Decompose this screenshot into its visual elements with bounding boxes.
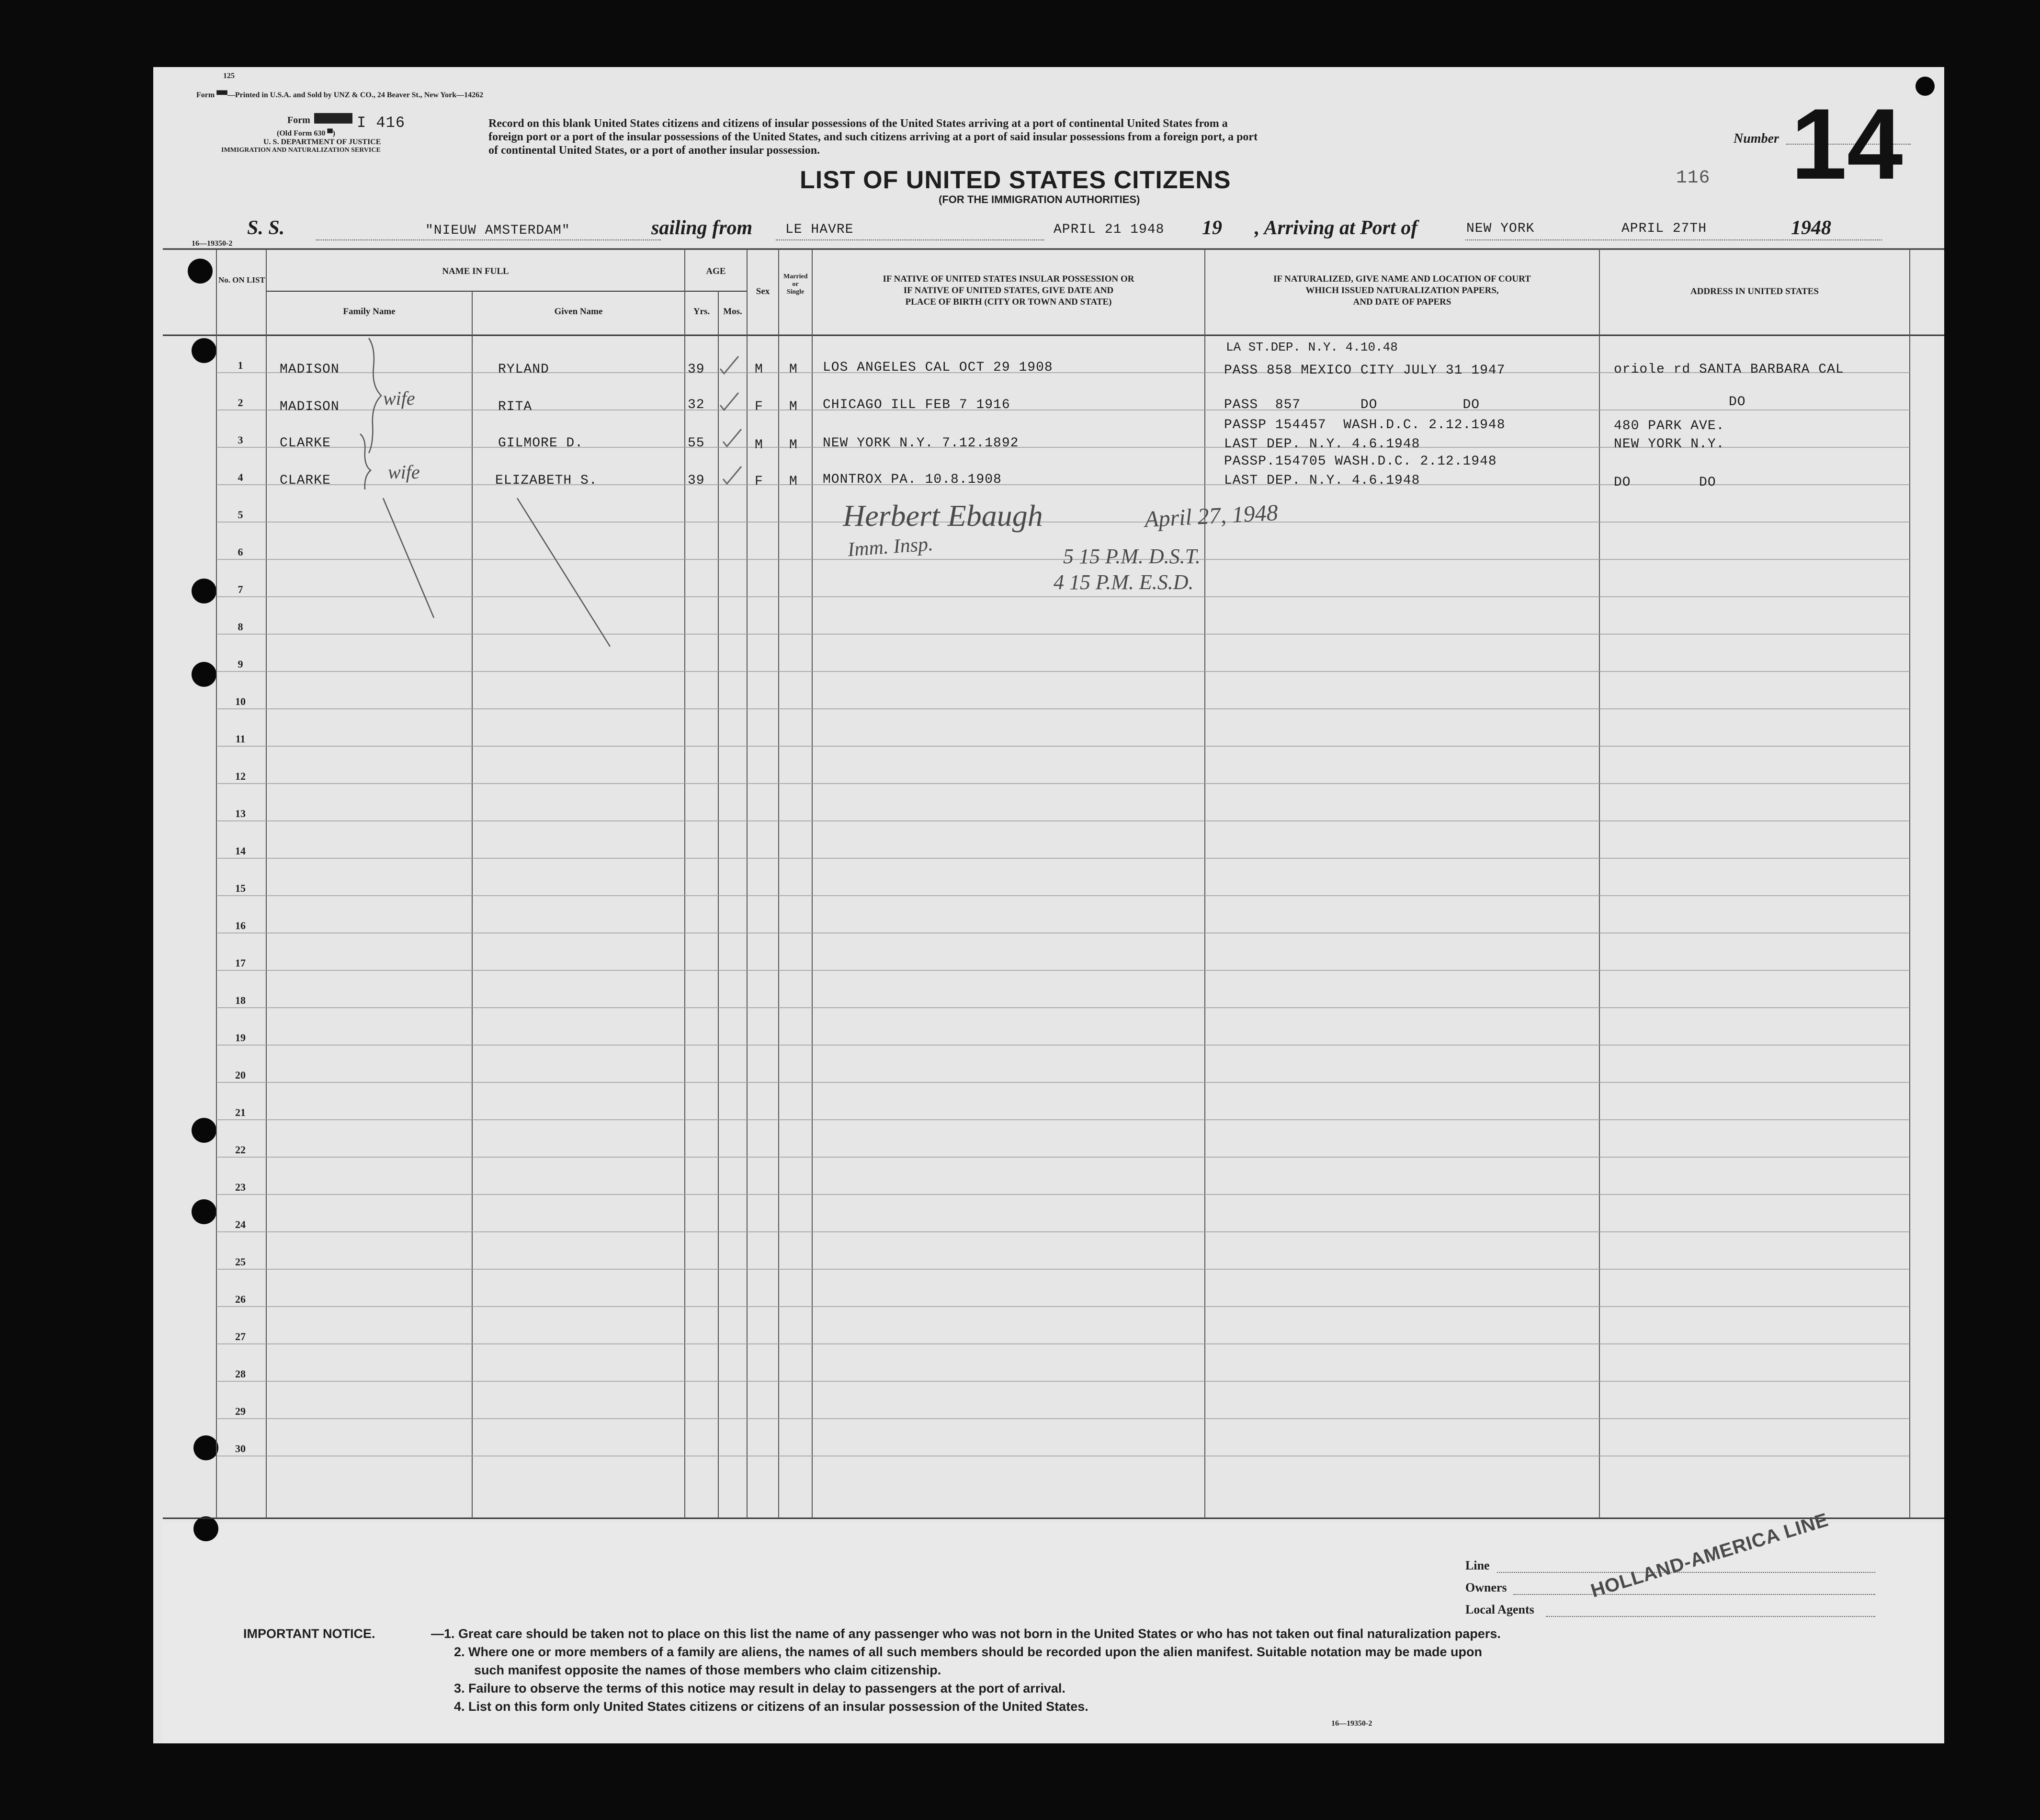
ship-name: "NIEUW AMSTERDAM" — [425, 223, 570, 238]
row-number: 14 — [235, 845, 246, 857]
naturalization-line-2: PASS 858 MEXICO CITY JULY 31 1947 — [1224, 363, 1506, 378]
col-header-given-name: Given Name — [554, 307, 603, 317]
sex: M — [755, 438, 763, 453]
address-line-1: DO DO — [1614, 475, 1716, 490]
inspection-time-est: 4 15 P.M. E.S.D. — [1054, 570, 1194, 594]
naturalization-line-1: LA ST.DEP. N.Y. 4.10.48 — [1226, 340, 1398, 354]
form-code-footer: 16—19350-2 — [1331, 1719, 1372, 1728]
col-header-name-in-full: NAME IN FULL — [442, 266, 509, 276]
age-years: 39 — [688, 362, 705, 377]
check-mark — [720, 356, 738, 374]
col-header-birth-line-2: IF NATIVE OF UNITED STATES, GIVE DATE AND — [903, 285, 1114, 296]
service-name: IMMIGRATION AND NATURALIZATION SERVICE — [221, 147, 381, 154]
row-number: 29 — [235, 1405, 246, 1417]
notice-item-2: 2. Where one or more members of a family are aliens, the names of all such members should be recorded upon the alien manifest. Suitable notation may be made upon — [454, 1645, 1483, 1659]
dept-name: U. S. DEPARTMENT OF JUSTICE — [263, 138, 381, 146]
sex: M — [755, 362, 763, 377]
col-header-naturalized-line-3: AND DATE OF PAPERS — [1353, 297, 1451, 307]
notice-item-2-continued: such manifest opposite the names of those members who claim citizenship. — [474, 1663, 941, 1677]
form-number: I 416 — [357, 114, 406, 132]
notice-item-3: 3. Failure to observe the terms of this notice may result in delay to passengers at the port of arrival. — [454, 1681, 1065, 1695]
sail-date: APRIL 21 1948 — [1054, 222, 1165, 237]
row-number: 17 — [235, 957, 246, 969]
marital-status: M — [789, 399, 798, 414]
page-subtitle: (FOR THE IMMIGRATION AUTHORITIES) — [939, 193, 1140, 205]
age-years: 55 — [688, 436, 705, 451]
row-number: 16 — [235, 920, 246, 932]
address-line-1: oriole rd SANTA BARBARA CAL — [1614, 362, 1844, 377]
record-instructions-line-2: foreign port or a port of the insular possessions of the United States, and such citizens arriving at a port of said insular possessions from a foreign port, a port — [488, 131, 1258, 143]
pencil-stroke — [383, 498, 434, 618]
row-number: 27 — [235, 1331, 246, 1342]
arriving-label: , Arriving at Port of — [1255, 217, 1418, 239]
family-name: MADISON — [280, 362, 340, 377]
row-number: 11 — [235, 733, 246, 745]
naturalization-line-2: LAST DEP. N.Y. 4.6.1948 — [1224, 437, 1420, 452]
row-number: 23 — [235, 1181, 246, 1193]
family-name: CLARKE — [280, 473, 331, 488]
sex: F — [755, 399, 763, 414]
check-mark — [723, 466, 741, 484]
year-prefix: 19 — [1202, 217, 1222, 239]
col-header-family-name: Family Name — [343, 307, 396, 317]
birth-place-date: CHICAGO ILL FEB 7 1916 — [823, 398, 1010, 412]
given-name: RYLAND — [498, 362, 549, 377]
address-line-1: 480 PARK AVE. — [1614, 419, 1725, 433]
record-instructions-line-3: of continental United States, or a port of another insular possession. — [488, 144, 820, 157]
handwritten-list-number: 14 — [1791, 88, 1903, 200]
age-years: 32 — [688, 398, 705, 412]
row-number: 2 — [238, 397, 243, 409]
row-number: 21 — [235, 1106, 246, 1118]
age-years: 39 — [688, 473, 705, 488]
handwritten-wife-note: wife — [383, 387, 415, 409]
birth-place-date: NEW YORK N.Y. 7.12.1892 — [823, 436, 1019, 451]
row-number: 6 — [238, 546, 243, 558]
family-brace — [360, 434, 371, 489]
arrival-year: 1948 — [1791, 217, 1831, 239]
col-header-married: Married or Single — [783, 273, 808, 296]
row-number: 7 — [238, 583, 243, 595]
address-line-1: DO — [1729, 395, 1746, 410]
row-number: 8 — [238, 621, 243, 633]
family-name: CLARKE — [280, 436, 331, 451]
row-number: 3 — [238, 434, 243, 446]
corner-number: 125 — [223, 72, 235, 80]
row-number: 13 — [235, 808, 246, 819]
owners-underline — [1513, 1594, 1875, 1595]
col-header-no: No. ON LIST — [218, 275, 265, 284]
row-number: 20 — [235, 1069, 246, 1081]
old-form: (Old Form 630 ▀) — [277, 129, 335, 137]
row-number: 4 — [238, 471, 243, 483]
page-title: LIST OF UNITED STATES CITIZENS — [800, 166, 1231, 194]
form-prefix: Form — [287, 115, 310, 125]
row-number: 24 — [235, 1218, 246, 1230]
row-number: 30 — [235, 1443, 246, 1455]
inspector-signature: Herbert Ebaugh — [843, 499, 1043, 533]
col-header-birth-line-3: PLACE OF BIRTH (CITY OR TOWN AND STATE) — [905, 297, 1112, 307]
pencil-stroke — [517, 498, 610, 647]
marital-status: M — [789, 362, 798, 377]
number-label: Number — [1734, 131, 1779, 146]
col-header-address: ADDRESS IN UNITED STATES — [1690, 286, 1819, 296]
row-number: 28 — [235, 1368, 246, 1380]
address-line-2: NEW YORK N.Y. — [1614, 437, 1725, 452]
family-brace — [369, 338, 381, 453]
printer-line: Form ▀▀—Printed in U.S.A. and Sold by UNZ & CO., 24 Beaver St., New York—14262 — [196, 91, 484, 99]
inspection-time-dst: 5 15 P.M. D.S.T. — [1063, 545, 1201, 568]
col-header-naturalized-line-2: WHICH ISSUED NATURALIZATION PAPERS, — [1305, 285, 1499, 296]
agents-label: Local Agents — [1465, 1603, 1534, 1616]
record-instructions-line-1: Record on this blank United States citizens and citizens of insular possessions of the United States arriving at a port of continental United States from a — [488, 117, 1228, 130]
marital-status: M — [789, 474, 798, 489]
page-number: 116 — [1676, 168, 1711, 188]
birth-place-date: LOS ANGELES CAL OCT 29 1908 — [823, 360, 1053, 375]
row-number: 1 — [238, 359, 243, 371]
row-number: 9 — [238, 658, 243, 670]
col-header-yrs: Yrs. — [693, 307, 710, 317]
inspection-date: April 27, 1948 — [1144, 500, 1279, 533]
check-mark — [720, 393, 738, 410]
given-name: ELIZABETH S. — [495, 473, 598, 488]
notice-item-1: —1. Great care should be taken not to place on this list the name of any passenger who was not born in the United States or who has not taken out final naturalization papers. — [431, 1627, 1501, 1641]
naturalization-line-2: LAST DEP. N.Y. 4.6.1948 — [1224, 473, 1420, 488]
ss-label: S. S. — [247, 217, 285, 239]
check-mark — [723, 429, 741, 446]
row-number: 5 — [238, 509, 243, 521]
row-number: 26 — [235, 1293, 246, 1305]
col-header-sex: Sex — [756, 286, 770, 296]
sex: F — [755, 474, 763, 489]
col-header-mos: Mos. — [723, 307, 742, 317]
sailing-from-label: sailing from — [651, 217, 753, 239]
row-number: 22 — [235, 1144, 246, 1156]
notice-title: IMPORTANT NOTICE. — [243, 1627, 375, 1641]
row-number: 15 — [235, 882, 246, 894]
line-label: Line — [1465, 1558, 1490, 1572]
family-name: MADISON — [280, 399, 340, 414]
row-number: 12 — [235, 770, 246, 782]
birth-place-date: MONTROX PA. 10.8.1908 — [823, 472, 1002, 487]
naturalization-line-1: PASSP.154705 WASH.D.C. 2.12.1948 — [1224, 454, 1497, 469]
col-header-age: AGE — [706, 266, 726, 276]
naturalization-line-2: PASS 857 DO DO — [1224, 398, 1480, 412]
given-name: RITA — [498, 399, 533, 414]
row-number: 10 — [235, 695, 246, 707]
handwritten-wife-note: wife — [388, 461, 420, 483]
row-number: 25 — [235, 1256, 246, 1268]
arrival-date: APRIL 27TH — [1621, 221, 1707, 236]
naturalization-line-1: PASSP 154457 WASH.D.C. 2.12.1948 — [1224, 418, 1506, 432]
row-number: 19 — [235, 1032, 246, 1044]
owners-label: Owners — [1465, 1581, 1507, 1594]
marital-status: M — [789, 438, 798, 453]
holland-america-stamp: HOLLAND-AMERICA LINE — [1588, 1509, 1831, 1602]
col-header-birth-line-1: IF NATIVE OF UNITED STATES INSULAR POSSESSION OR — [883, 274, 1134, 284]
col-header-naturalized-line-1: IF NATURALIZED, GIVE NAME AND LOCATION OF COURT — [1273, 274, 1531, 284]
agents-underline — [1546, 1616, 1875, 1617]
row-number: 18 — [235, 994, 246, 1006]
given-name: GILMORE D. — [498, 436, 584, 451]
arrival-port: NEW YORK — [1466, 221, 1535, 236]
inspector-title: Imm. Insp. — [847, 533, 934, 561]
from-port: LE HAVRE — [785, 222, 854, 237]
notice-item-4: 4. List on this form only United States citizens or citizens of an insular possession of the United States. — [454, 1699, 1088, 1714]
form-code-left: 16—19350-2 — [192, 239, 233, 248]
